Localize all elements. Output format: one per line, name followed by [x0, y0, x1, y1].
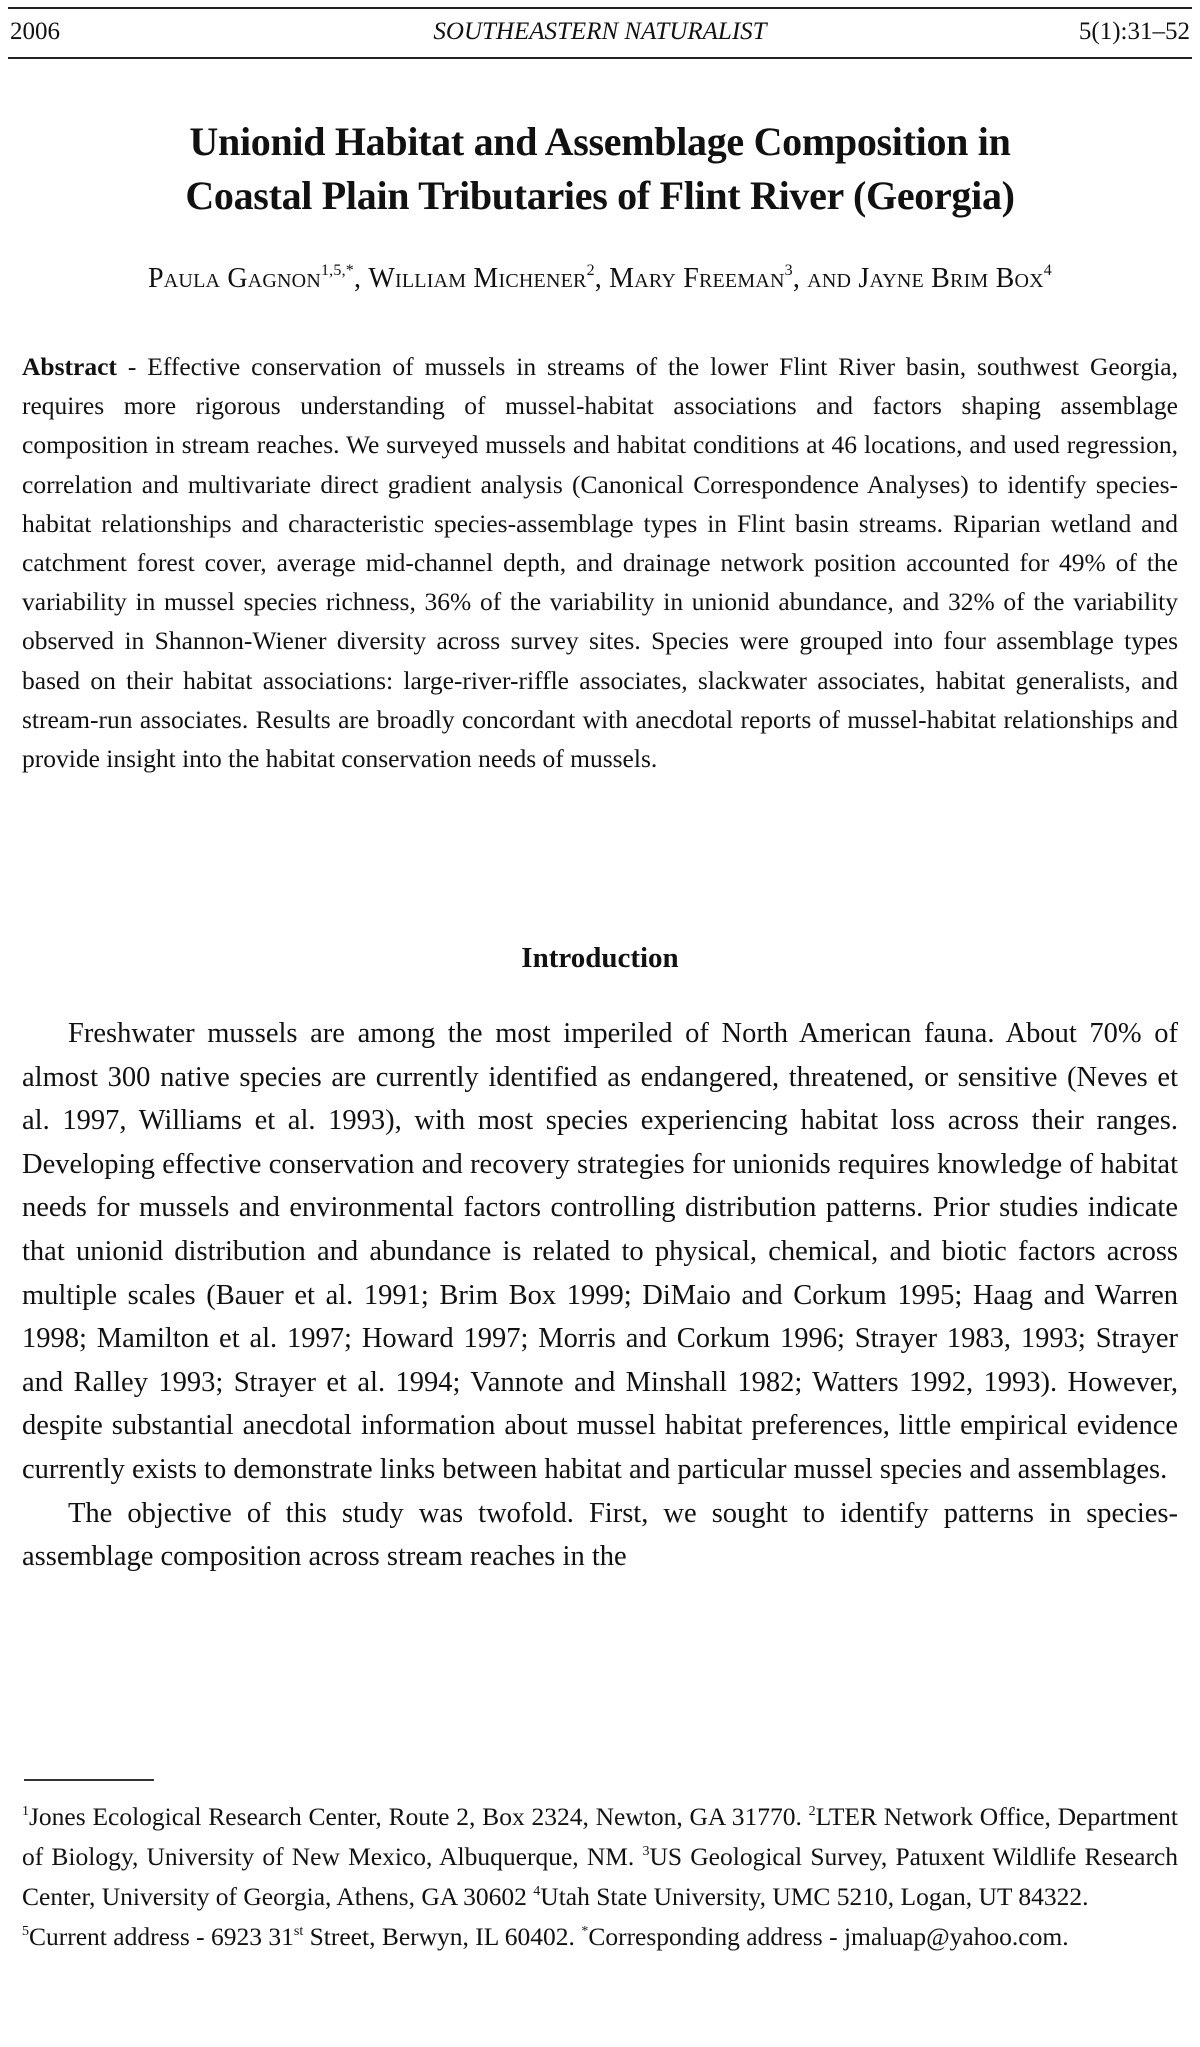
author-list — [0, 263, 1200, 295]
header-bottom-rule — [8, 57, 1192, 59]
paragraph: Freshwater mussels are among the most imperiled of North American fauna. About 70% of almost 300 native species are currently identified as endangered, threatened, or sensitive (Neves et al. 1997, Williams et al. 1993), with most species experiencing habitat loss across their ranges. Developing effective conservation and recovery strategies for unionids requires knowledge of habitat needs for mussels and environmental factors controlling distribution patterns. Prior studies indicate that unionid distribution and abundance is related to physical, chemical, and biotic factors across multiple scales (Bauer et al. 1991; Brim Box 1999; DiMaio and Corkum 1995; Haag and Warren 1998; Mamilton et al. 1997; Howard 1997; Morris and Corkum 1996; Strayer 1983, 1993; Strayer and Ralley 1993; Strayer et al. 1994; Vannote and Minshall 1982; Watters 1992, 1993). However, despite substantial anecdotal information about mussel habitat preferences, little empirical evidence currently exists to demonstrate links between habitat and particular mussel species and assemblages. — [22, 1018, 1178, 1485]
author: William Michener$^2$, — [368, 262, 610, 294]
introduction-body — [22, 1012, 1178, 1579]
footnote-corresponding-address: Corresponding address - jmaluap@yahoo.com. — [588, 1922, 1069, 1951]
author: Jayne Brim Box$^4$ — [858, 262, 1052, 294]
title-line-2: Coastal Plain Tributaries of Flint River (Georgia) — [185, 173, 1015, 218]
author: Mary Freeman$^3$, and — [609, 262, 859, 294]
footnote-affiliation-1: Jones Ecological Research Center, Route 2, Box 2324, Newton, GA 31770. — [29, 1802, 809, 1831]
paragraph: The objective of this study was twofold. First, we sought to identify patterns in species-assemblage composition across stream reaches in the — [22, 1497, 1178, 1573]
footnote-affiliation-4: Utah State University, UMC 5210, Logan, UT 84322. — [540, 1882, 1089, 1911]
author: Paula Gagnon$^{1,5,*}$, — [148, 262, 369, 294]
footnote-separator — [24, 1779, 154, 1781]
abstract-text: - Effective conservation of mussels in streams of the lower Flint River basin, southwest Georgia, requires more rigorous understanding of mussel-habitat associations and factors shaping assemblage composition in stream reaches. We surveyed mussels and habitat conditions at 46 locations, and used regression, correlation and multivariate direct gradient analysis (Canonical Correspondence Analyses) to identify species-habitat relationships and characteristic species-assemblage types in Flint basin streams. Riparian wetland and catchment forest cover, average mid-channel depth, and drainage network position accounted for 49% of the variability in mussel species richness, 36% of the variability in unionid abundance, and 32% of the variability observed in Shannon-Wiener diversity across survey sites. Species were grouped into four assemblage types based on their habitat associations: large-river-riffle associates, slackwater associates, habitat generalists, and stream-run associates. Results are broadly concordant with anecdotal reports of mussel-habitat relationships and provide insight into the habitat conservation needs of mussels. — [22, 352, 1178, 774]
abstract — [22, 347, 1178, 778]
paper-title — [0, 115, 1200, 223]
footnote-current-address: Current address - 6923 31 — [29, 1922, 294, 1951]
section-heading-introduction: Introduction — [521, 942, 679, 974]
abstract-label: Abstract — [22, 352, 117, 381]
footnote-affiliation-3: US Geological Survey, Patuxent Wildlife Research Center, University of Georgia, Athens, GA 30602 — [22, 1842, 1178, 1911]
header-journal: SOUTHEASTERN NATURALIST — [433, 18, 767, 45]
header-top-rule — [8, 7, 1192, 9]
header-year: 2006 — [10, 18, 60, 45]
title-line-1: Unionid Habitat and Assemblage Composition in — [189, 119, 1011, 164]
footnotes: $^1$Jones Ecological Research Center, Route 2, Box 2324, Newton, GA 31770. $^2$LTER Network Office, Department of Biology, University of New Mexico, Albuquerque, NM. $^3$US Geological Survey, Patuxent Wildlife Research Center, University of Georgia, Athens, GA 30602 $^4$Utah State University, UMC 5210, Logan, UT 84322. $^5$Current address - 6923 31st Street, Berwyn, IL 60402. *Corresponding address - jmaluap@yahoo.com. — [22, 1802, 1178, 1951]
running-header — [10, 14, 1190, 50]
footnote-affiliation-2: LTER Network Office, Department of Biology, University of New Mexico, Albuquerque, NM. — [22, 1802, 1178, 1871]
header-volume-pages: 5(1):31–52 — [1078, 18, 1190, 45]
